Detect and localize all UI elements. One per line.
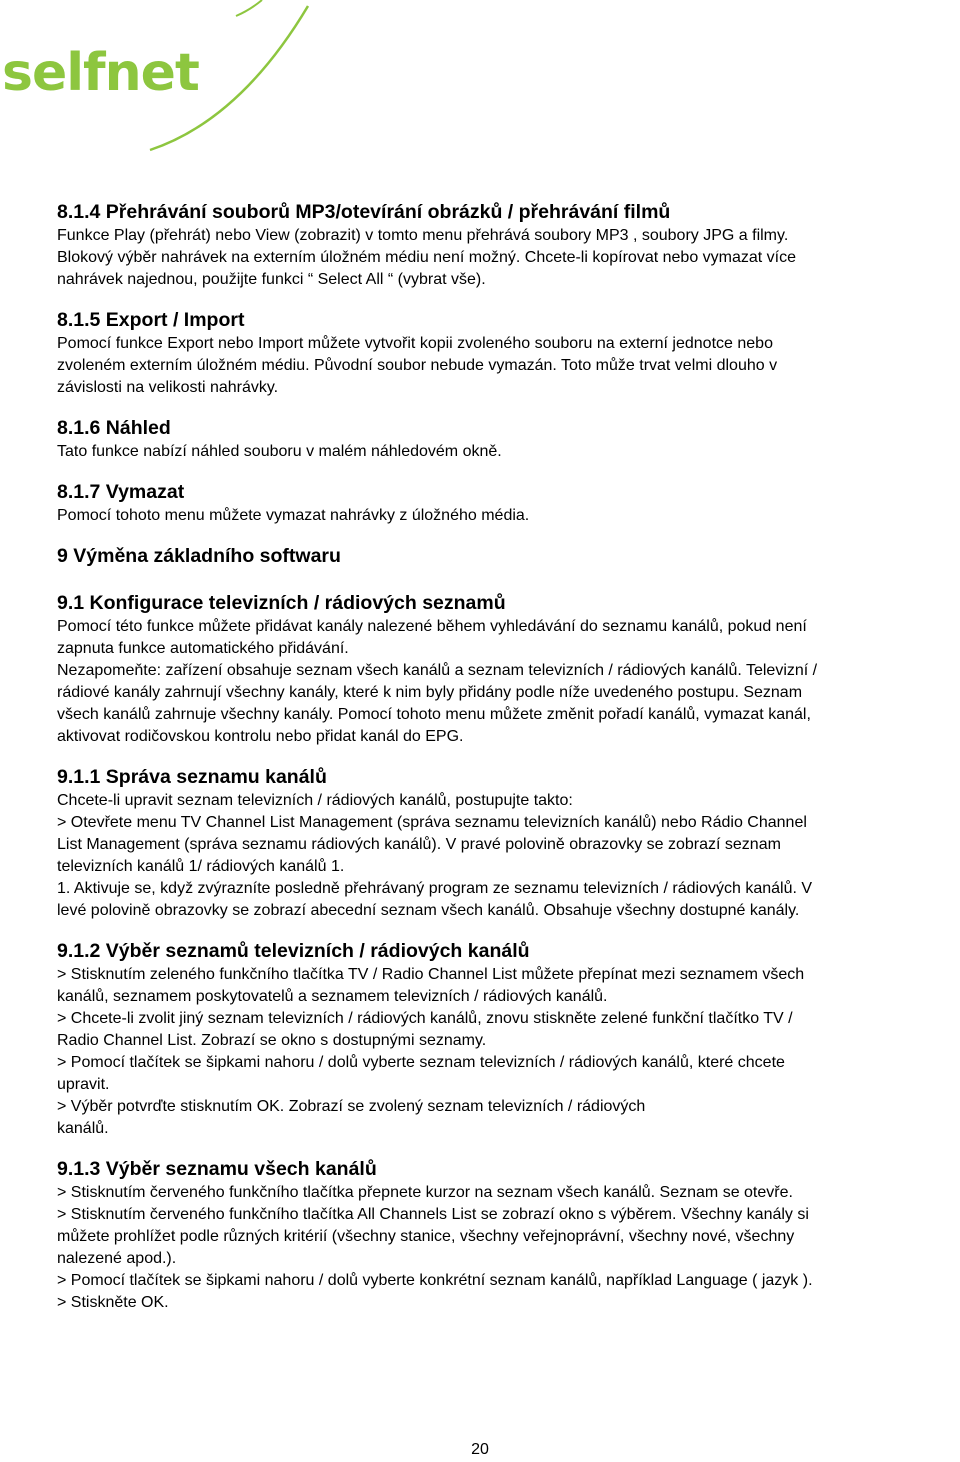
section-8-1-4 [57, 200, 947, 291]
paragraph-line: Nezapomeňte: zařízení obsahuje seznam všech kanálů a seznam televizních / rádiových kanálů. Televizní / [57, 662, 818, 679]
paragraph-line: > Stisknutím zeleného funkčního tlačítka TV / Radio Channel List můžete přepínat mezi seznamem všech [57, 966, 805, 983]
section-heading: 8.1.6 Náhled [57, 417, 171, 439]
section-9 [57, 544, 947, 569]
paragraph-line: Blokový výběr nahrávek na externím úložném médiu není možný. Chcete-li kopírovat nebo vymazat více [57, 249, 797, 266]
paragraph-line: > Výběr potvrďte stisknutím OK. Zobrazí se zvolený seznam televizních / rádiových [57, 1098, 646, 1115]
paragraph-line: 1. Aktivuje se, když zvýrazníte posledně přehrávaný program ze seznamu televizních / rádiových kanálů. V [57, 880, 813, 897]
paragraph-line: kanálů. [57, 1120, 109, 1137]
page-number: 20 [471, 1441, 489, 1458]
paragraph-line: rádiové kanály zahrnují všechny kanály, které k nim byly přidány podle níže uvedeného postupu. Seznam [57, 684, 803, 701]
paragraph-line: > Otevřete menu TV Channel List Management (správa seznamu televizních kanálů) nebo Rádio Channel [57, 814, 807, 831]
paragraph-line: nahrávek najednou, použijte funkci “ Select All “ (vybrat vše). [57, 271, 486, 288]
paragraph-line: kanálů, seznamem poskytovatelů a seznamem televizních / rádiových kanálů. [57, 988, 608, 1005]
paragraph-line: všech kanálů zahrnuje všechny kanály. Pomocí tohoto menu můžete změnit pořadí kanálů, vymazat kanál, [57, 706, 811, 723]
section-heading: 9.1 Konfigurace televizních / rádiových seznamů [57, 592, 506, 614]
paragraph-line: Tato funkce nabízí náhled souboru v malém náhledovém okně. [57, 443, 502, 460]
section-heading: 9.1.2 Výběr seznamů televizních / rádiových kanálů [57, 940, 530, 962]
paragraph-line: aktivovat rodičovskou kontrolu nebo přidat kanál do EPG. [57, 728, 464, 745]
section-8-1-6 [57, 416, 947, 463]
paragraph-line: nalezené apod.). [57, 1250, 177, 1267]
logo-text: selfnet [2, 43, 199, 103]
paragraph-line: levé polovině obrazovky se zobrazí abecední seznam všech kanálů. Obsahuje všechny dostupné kanály. [57, 902, 800, 919]
section-heading: 8.1.4 Přehrávání souborů MP3/otevírání obrázků / přehrávání filmů [57, 201, 671, 223]
section-heading: 8.1.7 Vymazat [57, 481, 185, 503]
section-9-1-3 [57, 1157, 947, 1314]
paragraph-line: > Stisknutím červeného funkčního tlačítka All Channels List se zobrazí okno s výběrem. Všechny kanály si [57, 1206, 809, 1223]
paragraph-line: upravit. [57, 1076, 110, 1093]
paragraph-line: televizních kanálů 1/ rádiových kanálů 1. [57, 858, 345, 875]
paragraph-line: Pomocí funkce Export nebo Import můžete vytvořit kopii zvoleného souboru na externí jednotce nebo [57, 335, 773, 352]
paragraph-line: Pomocí tohoto menu můžete vymazat nahrávky z úložného média. [57, 507, 530, 524]
document-body [57, 200, 947, 1314]
section-9-1-1 [57, 765, 947, 922]
section-heading: 8.1.5 Export / Import [57, 309, 245, 331]
section-8-1-7 [57, 480, 947, 527]
paragraph-line: > Chcete-li zvolit jiný seznam televizních / rádiových kanálů, znovu stiskněte zelené funkční tlačítko TV / [57, 1010, 793, 1027]
selfnet-logo [0, 0, 340, 160]
paragraph-line: Chcete-li upravit seznam televizních / rádiových kanálů, postupujte takto: [57, 792, 573, 809]
paragraph-line: zvoleném externím úložném médiu. Původní soubor nebude vymazán. Toto může trvat velmi dlouho v [57, 357, 778, 374]
paragraph-line: Radio Channel List. Zobrazí se okno s dostupnými seznamy. [57, 1032, 487, 1049]
section-8-1-5 [57, 308, 947, 399]
paragraph-line: závislosti na velikosti nahrávky. [57, 379, 279, 396]
paragraph-line: Funkce Play (přehrát) nebo View (zobrazit) v tomto menu přehrává soubory MP3 , soubory JPG a filmy. [57, 227, 789, 244]
paragraph-line: Pomocí této funkce můžete přidávat kanály nalezené během vyhledávání do seznamu kanálů, pokud není [57, 618, 807, 635]
paragraph-line: můžete prohlížet podle různých kritérií (všechny stanice, všechny veřejnoprávní, všechny nové, všechny [57, 1228, 795, 1245]
paragraph-line: > Pomocí tlačítek se šipkami nahoru / dolů vyberte konkrétní seznam kanálů, například Language ( jazyk ). [57, 1272, 813, 1289]
logo-swoosh-top [236, 0, 262, 16]
paragraph-line: > Stisknutím červeného funkčního tlačítka přepnete kurzor na seznam všech kanálů. Seznam se otevře. [57, 1184, 793, 1201]
section-9-1-2 [57, 939, 947, 1140]
paragraph-line: > Stiskněte OK. [57, 1294, 169, 1311]
section-heading: 9.1.3 Výběr seznamu všech kanálů [57, 1158, 377, 1180]
paragraph-line: > Pomocí tlačítek se šipkami nahoru / dolů vyberte seznam televizních / rádiových kanálů, které chcete [57, 1054, 785, 1071]
paragraph-line: List Management (správa seznamu rádiových kanálů). V pravé polovině obrazovky se zobrazí seznam [57, 836, 781, 853]
section-9-1 [57, 591, 947, 748]
paragraph-line: zapnuta funkce automatického přidávání. [57, 640, 349, 657]
section-heading: 9.1.1 Správa seznamu kanálů [57, 766, 327, 788]
chapter-heading: 9 Výměna základního softwaru [57, 545, 341, 567]
